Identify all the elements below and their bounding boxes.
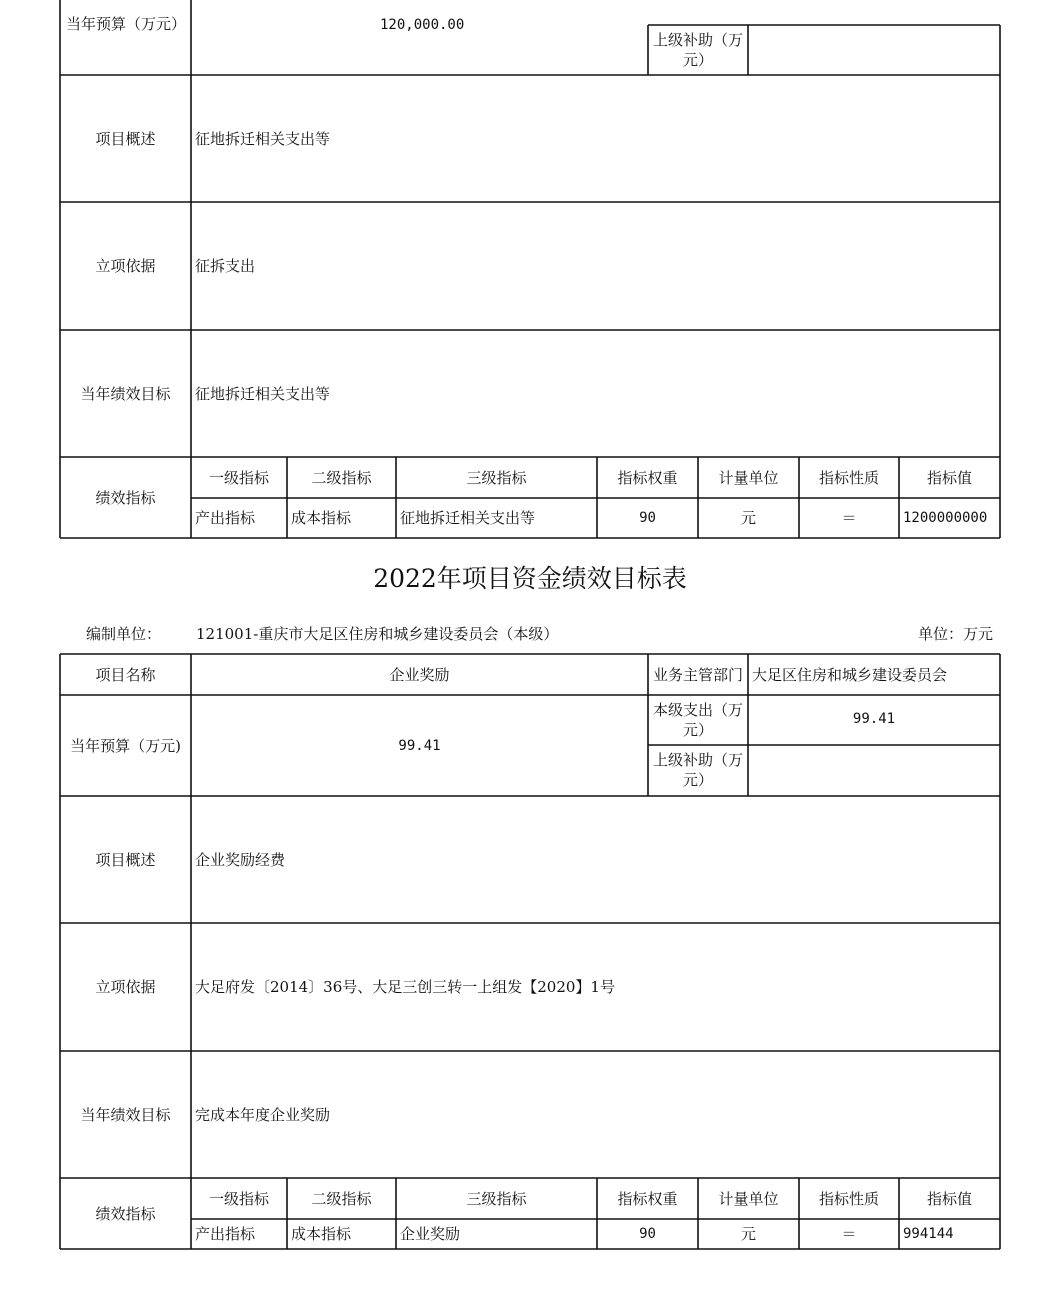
top-row-level1: 产出指标 xyxy=(195,509,256,527)
superior-subsidy-value xyxy=(748,745,1000,796)
header-nature: 指标性质 xyxy=(818,1189,879,1208)
top-summary-value: 征地拆迁相关支出等 xyxy=(195,129,331,148)
goal-label: 当年绩效目标 xyxy=(80,1105,171,1124)
top-header-nature: 指标性质 xyxy=(818,468,879,487)
top-indicator-label: 绩效指标 xyxy=(95,488,156,507)
top-row-level3: 征地拆迁相关支出等 xyxy=(400,509,536,527)
top-row-nature: ＝ xyxy=(841,509,857,527)
page-title: 2022年项目资金绩效目标表 xyxy=(373,564,687,593)
top-row-unit: 元 xyxy=(740,509,756,527)
header-level1: 一级指标 xyxy=(208,1189,269,1208)
top-row-level2: 成本指标 xyxy=(291,509,352,527)
superior-subsidy-label: 上级补助（万元） xyxy=(652,751,743,789)
goal-value: 完成本年度企业奖励 xyxy=(195,1105,331,1124)
project-name-value: 企业奖励 xyxy=(389,665,450,684)
top-header-level3: 三级指标 xyxy=(466,468,527,487)
indicator-label: 绩效指标 xyxy=(95,1204,156,1223)
header-level2: 二级指标 xyxy=(311,1189,372,1208)
budget-label: 当年预算（万元) xyxy=(70,736,181,755)
budget-value: 99.41 xyxy=(398,737,441,754)
top-summary-label: 项目概述 xyxy=(95,129,156,148)
top-superior-label: 上级补助（万元） xyxy=(652,31,743,69)
dept-label: 业务主管部门 xyxy=(652,665,743,684)
row-value: 994144 xyxy=(903,1226,954,1242)
header-value: 指标值 xyxy=(926,1189,972,1208)
top-header-unit: 计量单位 xyxy=(718,468,779,487)
summary-label: 项目概述 xyxy=(95,850,156,869)
header-weight: 指标权重 xyxy=(617,1189,678,1208)
top-budget-label: 当年预算（万元） xyxy=(66,15,187,33)
summary-value: 企业奖励经费 xyxy=(195,850,286,869)
row-level1: 产出指标 xyxy=(195,1225,256,1243)
row-nature: ＝ xyxy=(841,1225,857,1243)
top-row-weight: 90 xyxy=(639,510,656,526)
basis-label: 立项依据 xyxy=(95,978,156,996)
local-expense-label: 本级支出（万元） xyxy=(652,701,743,739)
basis-value: 大足府发〔2014〕36号、大足三创三转一上组发【2020】1号 xyxy=(195,978,615,996)
top-basis-label: 立项依据 xyxy=(95,257,156,275)
header-unit: 计量单位 xyxy=(718,1189,779,1208)
local-expense-value: 99.41 xyxy=(852,711,896,727)
row-unit: 元 xyxy=(740,1225,756,1243)
top-budget-value: 120,000.00 xyxy=(380,17,465,33)
header-level3: 三级指标 xyxy=(466,1189,527,1208)
top-header-level1: 一级指标 xyxy=(208,468,269,487)
row-level3: 企业奖励 xyxy=(400,1225,461,1243)
top-header-weight: 指标权重 xyxy=(617,468,678,487)
unit-value: 121001-重庆市大足区住房和城乡建设委员会（本级） xyxy=(196,625,559,643)
top-goal-value: 征地拆迁相关支出等 xyxy=(195,384,331,403)
top-goal-label: 当年绩效目标 xyxy=(80,384,171,403)
row-level2: 成本指标 xyxy=(291,1225,352,1243)
top-header-level2: 二级指标 xyxy=(311,468,372,487)
currency-unit: 单位：万元 xyxy=(918,625,994,643)
row-weight: 90 xyxy=(639,1226,656,1242)
top-basis-value: 征拆支出 xyxy=(195,257,256,275)
top-row-value: 1200000000 xyxy=(903,510,988,526)
unit-label: 编制单位： xyxy=(86,625,162,643)
dept-value: 大足区住房和城乡建设委员会 xyxy=(752,665,948,684)
project-name-label: 项目名称 xyxy=(95,665,156,684)
top-header-value: 指标值 xyxy=(926,468,972,487)
